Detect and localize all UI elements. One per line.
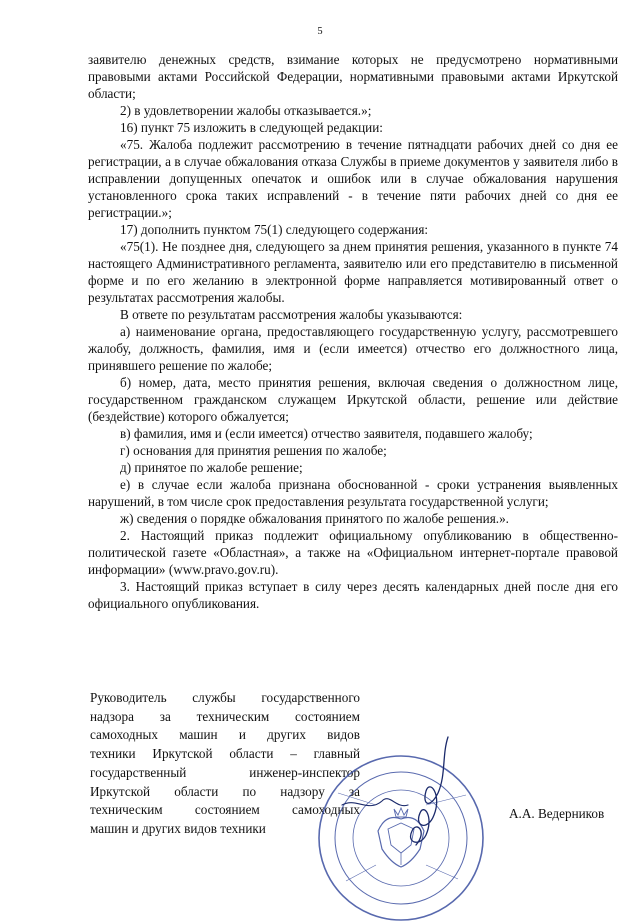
paragraph-1: заявителю денежных средств, взимание которых не предусмотрено нормативными правовыми актами Российской Федерации, нормативными правовыми актами Иркутской области; bbox=[88, 52, 618, 101]
paragraph-6: «75(1). Не позднее дня, следующего за днем принятия решения, указанного в пункте 74 настоящего Административного регламента, заявителю или его представителю в письменной форме и по его желанию в электронной форме направляется мотивированный ответ о результатах рассмотрения жалобы. bbox=[88, 239, 618, 305]
position-line: государственный инженер-инспектор bbox=[90, 764, 360, 780]
paragraph-15: 2. Настоящий приказ подлежит официальному опубликованию в общественно-политической газете «Областная», а также на «Официальном интернет-портале правовой информации» (www.pravo.gov.ru). bbox=[88, 528, 618, 577]
position-line: техники Иркутской области – главный bbox=[90, 746, 360, 762]
position-line: машин и других видов техники bbox=[90, 820, 266, 836]
position-line: надзора за техническим состоянием bbox=[90, 708, 360, 724]
paragraph-7: В ответе по результатам рассмотрения жалобы указываются: bbox=[120, 307, 463, 322]
paragraph-5: 17) дополнить пунктом 75(1) следующего содержания: bbox=[120, 222, 429, 237]
paragraph-14: ж) сведения о порядке обжалования принятого по жалобе решения.». bbox=[120, 511, 509, 526]
position-line: техническим состоянием самоходных bbox=[90, 802, 360, 818]
paragraph-16: 3. Настоящий приказ вступает в силу через десять календарных дней после дня его официального опубликования. bbox=[88, 579, 618, 611]
document-body bbox=[88, 51, 618, 612]
paragraph-11: г) основания для принятия решения по жалобе; bbox=[120, 443, 387, 458]
paragraph-13: е) в случае если жалоба признана обоснованной - сроки устранения выявленных нарушений, в том числе срок предоставления результата государственной услуги; bbox=[88, 477, 618, 509]
position-line: Руководитель службы государственного bbox=[90, 690, 360, 705]
paragraph-4: «75. Жалоба подлежит рассмотрению в течение пятнадцати рабочих дней со дня ее регистрации, а в случае обжалования отказа Службы в приеме документов у заявителя либо в исправлении допущенных опечаток и ошибок или в случае обжалования нарушения установленного срока таких исправлений - в течение пяти рабочих дней со дня ее регистрации.»; bbox=[88, 137, 618, 220]
signer-name: А.А. Ведерников bbox=[509, 806, 605, 821]
position-line: Иркутской области по надзору за bbox=[90, 783, 360, 799]
paragraph-3: 16) пункт 75 изложить в следующей редакции: bbox=[120, 120, 383, 135]
position-line: самоходных машин и других видов bbox=[90, 727, 360, 743]
paragraph-8: а) наименование органа, предоставляющего государственную услугу, рассмотревшего жалобу, должность, фамилия, имя и (если имеется) отчество его должностного лица, принявшего решение по жалобе; bbox=[88, 324, 618, 373]
paragraph-2: 2) в удовлетворении жалобы отказывается.»; bbox=[120, 103, 372, 118]
page-number: 5 bbox=[317, 26, 323, 37]
paragraph-10: в) фамилия, имя и (если имеется) отчество заявителя, подавшего жалобу; bbox=[120, 426, 533, 441]
handwritten-signature bbox=[330, 735, 480, 855]
paragraph-9: б) номер, дата, место принятия решения, включая сведения о должностном лице, государственном гражданском служащем Иркутской области, решение или действие (бездействие) которого обжалуется; bbox=[88, 375, 618, 424]
paragraph-12: д) принятое по жалобе решение; bbox=[120, 460, 303, 475]
